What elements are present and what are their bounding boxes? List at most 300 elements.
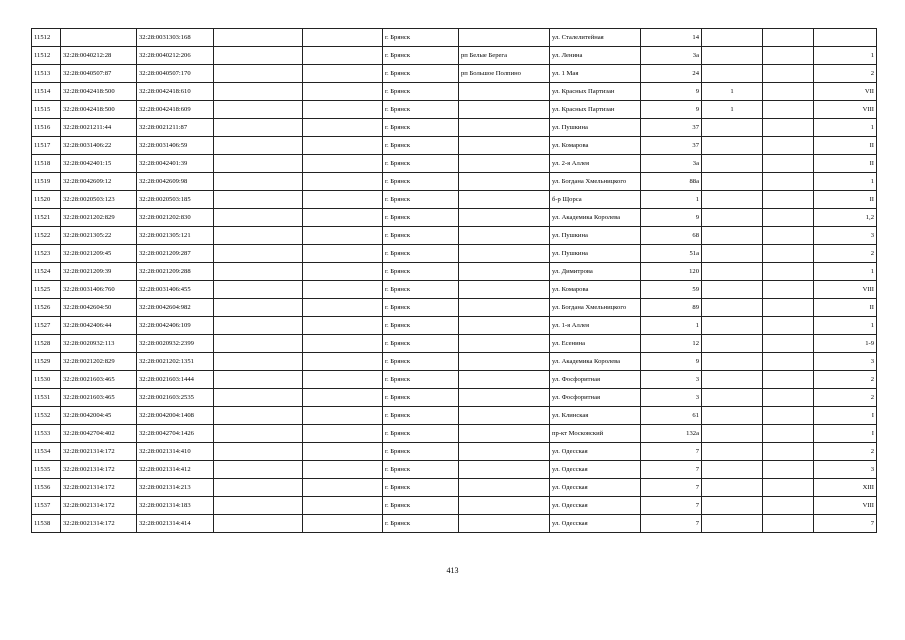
cell-building — [702, 245, 763, 263]
cell-street: ул. Красных Партизан — [550, 101, 641, 119]
cell-record-number: 11514 — [32, 83, 61, 101]
cell-house-number: 88а — [641, 173, 702, 191]
cell-premises: II — [814, 191, 877, 209]
cell-cadastral-number-land: 32:28:0021314:172 — [61, 515, 137, 533]
cell-cadastral-number-object: 32:28:0021209:287 — [137, 245, 214, 263]
cell-house-number: 89 — [641, 299, 702, 317]
cell-street: ул. Фосфоритная — [550, 389, 641, 407]
cell-record-number: 11534 — [32, 443, 61, 461]
cell-building — [702, 515, 763, 533]
cell-flat — [763, 83, 814, 101]
cell-city: г. Брянск — [383, 479, 459, 497]
cell-house-number: 3а — [641, 155, 702, 173]
cell-cadastral-number-object: 32:28:0040507:170 — [137, 65, 214, 83]
cell-house-number: 14 — [641, 29, 702, 47]
cell-city: г. Брянск — [383, 155, 459, 173]
cell-building — [702, 443, 763, 461]
cell-empty-col-4 — [214, 137, 303, 155]
table-row — [32, 119, 877, 137]
cell-building — [702, 191, 763, 209]
cell-premises: II — [814, 299, 877, 317]
table-row — [32, 479, 877, 497]
cell-premises: VIII — [814, 497, 877, 515]
cell-record-number: 11536 — [32, 479, 61, 497]
cell-cadastral-number-object: 32:28:0040212:206 — [137, 47, 214, 65]
cell-city: г. Брянск — [383, 245, 459, 263]
cell-premises: 1 — [814, 173, 877, 191]
cell-empty-col-4 — [214, 209, 303, 227]
table-row — [32, 497, 877, 515]
cell-premises: XIII — [814, 479, 877, 497]
cell-settlement — [459, 119, 550, 137]
cell-empty-col-4 — [214, 389, 303, 407]
cell-flat — [763, 119, 814, 137]
cell-empty-col-4 — [214, 83, 303, 101]
cell-empty-col-4 — [214, 155, 303, 173]
cell-city: г. Брянск — [383, 29, 459, 47]
cell-street: ул. Красных Партизан — [550, 83, 641, 101]
cell-empty-col-5 — [303, 119, 383, 137]
cell-city: г. Брянск — [383, 263, 459, 281]
cell-flat — [763, 335, 814, 353]
cell-record-number: 11530 — [32, 371, 61, 389]
cell-record-number: 11522 — [32, 227, 61, 245]
table-row — [32, 137, 877, 155]
cell-settlement: рп Белые Берега — [459, 47, 550, 65]
cell-record-number: 11532 — [32, 407, 61, 425]
cell-street: ул. Пушкина — [550, 245, 641, 263]
cell-cadastral-number-land: 32:28:0021314:172 — [61, 479, 137, 497]
cell-flat — [763, 47, 814, 65]
cell-house-number: 24 — [641, 65, 702, 83]
cell-building — [702, 173, 763, 191]
cell-empty-col-5 — [303, 389, 383, 407]
table-row — [32, 353, 877, 371]
table-row — [32, 191, 877, 209]
cell-house-number: 37 — [641, 119, 702, 137]
cell-empty-col-5 — [303, 263, 383, 281]
table-row — [32, 425, 877, 443]
cell-premises: II — [814, 155, 877, 173]
cell-empty-col-4 — [214, 425, 303, 443]
cell-empty-col-5 — [303, 425, 383, 443]
cell-cadastral-number-land: 32:28:0021209:45 — [61, 245, 137, 263]
cell-building — [702, 425, 763, 443]
cell-city: г. Брянск — [383, 389, 459, 407]
registry-table-body — [32, 29, 877, 533]
cell-house-number: 132а — [641, 425, 702, 443]
cell-city: г. Брянск — [383, 83, 459, 101]
cell-record-number: 11516 — [32, 119, 61, 137]
cell-building — [702, 371, 763, 389]
cell-premises — [814, 29, 877, 47]
cell-empty-col-5 — [303, 29, 383, 47]
cell-building — [702, 137, 763, 155]
cell-building — [702, 479, 763, 497]
cell-city: г. Брянск — [383, 515, 459, 533]
cell-flat — [763, 209, 814, 227]
cell-flat — [763, 425, 814, 443]
cell-empty-col-5 — [303, 101, 383, 119]
cell-city: г. Брянск — [383, 65, 459, 83]
cell-house-number: 1 — [641, 317, 702, 335]
cell-flat — [763, 443, 814, 461]
cell-settlement — [459, 479, 550, 497]
cell-premises: 3 — [814, 227, 877, 245]
cell-city: г. Брянск — [383, 101, 459, 119]
cell-flat — [763, 479, 814, 497]
cell-house-number: 3 — [641, 389, 702, 407]
cell-empty-col-5 — [303, 407, 383, 425]
cell-house-number: 7 — [641, 479, 702, 497]
cell-empty-col-4 — [214, 65, 303, 83]
cell-premises: 3 — [814, 461, 877, 479]
cell-settlement: рп Большое Полпино — [459, 65, 550, 83]
cell-street: ул. Академика Королева — [550, 353, 641, 371]
table-row — [32, 263, 877, 281]
cell-cadastral-number-land: 32:28:0040507:87 — [61, 65, 137, 83]
table-row — [32, 371, 877, 389]
cell-empty-col-4 — [214, 173, 303, 191]
cell-settlement — [459, 137, 550, 155]
cell-record-number: 11519 — [32, 173, 61, 191]
cell-city: г. Брянск — [383, 317, 459, 335]
cell-record-number: 11515 — [32, 101, 61, 119]
cell-settlement — [459, 407, 550, 425]
cell-cadastral-number-object: 32:28:0021305:121 — [137, 227, 214, 245]
table-row — [32, 335, 877, 353]
cell-empty-col-4 — [214, 335, 303, 353]
cell-city: г. Брянск — [383, 137, 459, 155]
cell-street: ул. Одесская — [550, 443, 641, 461]
cell-cadastral-number-object: 32:28:0031303:168 — [137, 29, 214, 47]
cell-cadastral-number-land: 32:28:0021211:44 — [61, 119, 137, 137]
cell-cadastral-number-land: 32:28:0031406:760 — [61, 281, 137, 299]
cell-cadastral-number-land: 32:28:0021603:465 — [61, 371, 137, 389]
cell-street: ул. 1 Мая — [550, 65, 641, 83]
cell-empty-col-4 — [214, 281, 303, 299]
cell-building — [702, 65, 763, 83]
cell-settlement — [459, 317, 550, 335]
cell-house-number: 37 — [641, 137, 702, 155]
cell-premises: 1,2 — [814, 209, 877, 227]
cell-record-number: 11520 — [32, 191, 61, 209]
cell-flat — [763, 497, 814, 515]
cell-cadastral-number-land: 32:28:0042418:500 — [61, 101, 137, 119]
cell-cadastral-number-land: 32:28:0021603:465 — [61, 389, 137, 407]
cell-city: г. Брянск — [383, 209, 459, 227]
cell-cadastral-number-land: 32:28:0021305:22 — [61, 227, 137, 245]
cell-premises: 2 — [814, 389, 877, 407]
cell-flat — [763, 407, 814, 425]
cell-street: ул. Одесская — [550, 479, 641, 497]
cell-empty-col-5 — [303, 299, 383, 317]
cell-empty-col-5 — [303, 443, 383, 461]
cell-street: ул. Одесская — [550, 515, 641, 533]
cell-empty-col-4 — [214, 299, 303, 317]
cell-empty-col-5 — [303, 209, 383, 227]
registry-table — [31, 28, 877, 533]
cell-record-number: 11512 — [32, 47, 61, 65]
cell-street: ул. Богдана Хмельницкого — [550, 299, 641, 317]
cell-street: ул. Богдана Хмельницкого — [550, 173, 641, 191]
table-row — [32, 317, 877, 335]
cell-house-number: 7 — [641, 461, 702, 479]
cell-cadastral-number-object: 32:28:0020932:2399 — [137, 335, 214, 353]
cell-cadastral-number-land: 32:28:0021314:172 — [61, 443, 137, 461]
cell-cadastral-number-object: 32:28:0042604:982 — [137, 299, 214, 317]
cell-empty-col-4 — [214, 119, 303, 137]
cell-cadastral-number-object: 32:28:0042401:39 — [137, 155, 214, 173]
cell-empty-col-4 — [214, 227, 303, 245]
cell-premises: 1 — [814, 317, 877, 335]
cell-house-number: 9 — [641, 209, 702, 227]
table-row — [32, 515, 877, 533]
cell-settlement — [459, 425, 550, 443]
cell-empty-col-4 — [214, 29, 303, 47]
cell-premises: VIII — [814, 281, 877, 299]
table-row — [32, 461, 877, 479]
cell-flat — [763, 281, 814, 299]
cell-house-number: 3а — [641, 47, 702, 65]
cell-empty-col-5 — [303, 479, 383, 497]
cell-house-number: 120 — [641, 263, 702, 281]
cell-city: г. Брянск — [383, 227, 459, 245]
cell-settlement — [459, 173, 550, 191]
cell-settlement — [459, 299, 550, 317]
cell-empty-col-5 — [303, 155, 383, 173]
cell-cadastral-number-land: 32:28:0042609:12 — [61, 173, 137, 191]
cell-building — [702, 407, 763, 425]
cell-building — [702, 353, 763, 371]
cell-cadastral-number-land: 32:28:0021202:829 — [61, 353, 137, 371]
cell-flat — [763, 263, 814, 281]
cell-city: г. Брянск — [383, 281, 459, 299]
cell-building: 1 — [702, 101, 763, 119]
table-row — [32, 299, 877, 317]
cell-street: ул. Сталелитейная — [550, 29, 641, 47]
cell-cadastral-number-land: 32:28:0020932:113 — [61, 335, 137, 353]
cell-flat — [763, 101, 814, 119]
cell-record-number: 11529 — [32, 353, 61, 371]
cell-premises: VII — [814, 83, 877, 101]
cell-empty-col-4 — [214, 101, 303, 119]
cell-settlement — [459, 281, 550, 299]
cell-settlement — [459, 335, 550, 353]
cell-cadastral-number-land: 32:28:0042418:500 — [61, 83, 137, 101]
cell-cadastral-number-land: 32:28:0031406:22 — [61, 137, 137, 155]
cell-building — [702, 335, 763, 353]
cell-empty-col-4 — [214, 353, 303, 371]
cell-city: г. Брянск — [383, 299, 459, 317]
cell-city: г. Брянск — [383, 371, 459, 389]
cell-cadastral-number-object: 32:28:0042609:98 — [137, 173, 214, 191]
cell-city: г. Брянск — [383, 335, 459, 353]
cell-house-number: 9 — [641, 353, 702, 371]
cell-street: ул. Одесская — [550, 461, 641, 479]
cell-premises: I — [814, 407, 877, 425]
cell-settlement — [459, 245, 550, 263]
cell-flat — [763, 461, 814, 479]
cell-cadastral-number-object: 32:28:0042004:1408 — [137, 407, 214, 425]
cell-record-number: 11533 — [32, 425, 61, 443]
cell-city: г. Брянск — [383, 119, 459, 137]
cell-house-number: 68 — [641, 227, 702, 245]
cell-empty-col-4 — [214, 407, 303, 425]
cell-cadastral-number-land — [61, 29, 137, 47]
cell-flat — [763, 371, 814, 389]
cell-settlement — [459, 515, 550, 533]
cell-flat — [763, 353, 814, 371]
cell-cadastral-number-land: 32:28:0021314:172 — [61, 497, 137, 515]
cell-building — [702, 389, 763, 407]
cell-record-number: 11521 — [32, 209, 61, 227]
cell-street: ул. Пушкина — [550, 227, 641, 245]
cell-record-number: 11531 — [32, 389, 61, 407]
cell-premises: 7 — [814, 515, 877, 533]
cell-settlement — [459, 353, 550, 371]
cell-house-number: 3 — [641, 371, 702, 389]
cell-empty-col-5 — [303, 47, 383, 65]
cell-empty-col-5 — [303, 245, 383, 263]
cell-house-number: 7 — [641, 443, 702, 461]
cell-premises: 1 — [814, 119, 877, 137]
table-row — [32, 47, 877, 65]
cell-cadastral-number-land: 32:28:0021209:39 — [61, 263, 137, 281]
cell-record-number: 11528 — [32, 335, 61, 353]
cell-settlement — [459, 191, 550, 209]
cell-record-number: 11537 — [32, 497, 61, 515]
cell-settlement — [459, 155, 550, 173]
cell-cadastral-number-land: 32:28:0021314:172 — [61, 461, 137, 479]
cell-cadastral-number-land: 32:28:0040212:28 — [61, 47, 137, 65]
cell-cadastral-number-object: 32:28:0021202:1351 — [137, 353, 214, 371]
cell-cadastral-number-object: 32:28:0042418:610 — [137, 83, 214, 101]
cell-street: ул. Одесская — [550, 497, 641, 515]
cell-cadastral-number-object: 32:28:0021314:213 — [137, 479, 214, 497]
cell-empty-col-5 — [303, 83, 383, 101]
cell-cadastral-number-object: 32:28:0021603:1444 — [137, 371, 214, 389]
table-row — [32, 83, 877, 101]
cell-cadastral-number-land: 32:28:0042401:15 — [61, 155, 137, 173]
cell-empty-col-5 — [303, 371, 383, 389]
cell-cadastral-number-land: 32:28:0042406:44 — [61, 317, 137, 335]
cell-building — [702, 29, 763, 47]
cell-empty-col-5 — [303, 281, 383, 299]
cell-cadastral-number-land: 32:28:0020503:123 — [61, 191, 137, 209]
cell-settlement — [459, 29, 550, 47]
cell-building — [702, 299, 763, 317]
cell-house-number: 1 — [641, 191, 702, 209]
cell-cadastral-number-object: 32:28:0021211:87 — [137, 119, 214, 137]
cell-record-number: 11535 — [32, 461, 61, 479]
cell-premises: 1 — [814, 263, 877, 281]
cell-flat — [763, 65, 814, 83]
cell-building — [702, 461, 763, 479]
cell-settlement — [459, 497, 550, 515]
cell-city: г. Брянск — [383, 443, 459, 461]
cell-cadastral-number-land: 32:28:0042704:402 — [61, 425, 137, 443]
table-row — [32, 281, 877, 299]
table-row — [32, 227, 877, 245]
cell-premises: 2 — [814, 65, 877, 83]
cell-record-number: 11525 — [32, 281, 61, 299]
cell-street: ул. Есенина — [550, 335, 641, 353]
cell-settlement — [459, 443, 550, 461]
cell-city: г. Брянск — [383, 407, 459, 425]
cell-empty-col-5 — [303, 335, 383, 353]
cell-city: г. Брянск — [383, 461, 459, 479]
cell-settlement — [459, 227, 550, 245]
table-row — [32, 29, 877, 47]
cell-empty-col-4 — [214, 263, 303, 281]
cell-record-number: 11538 — [32, 515, 61, 533]
cell-cadastral-number-object: 32:28:0021314:412 — [137, 461, 214, 479]
cell-empty-col-4 — [214, 245, 303, 263]
cell-settlement — [459, 209, 550, 227]
table-row — [32, 245, 877, 263]
table-row — [32, 155, 877, 173]
table-row — [32, 389, 877, 407]
cell-empty-col-4 — [214, 461, 303, 479]
cell-cadastral-number-land: 32:28:0042604:50 — [61, 299, 137, 317]
cell-cadastral-number-object: 32:28:0021202:830 — [137, 209, 214, 227]
cell-street: пр-кт Московский — [550, 425, 641, 443]
cell-empty-col-5 — [303, 353, 383, 371]
cell-flat — [763, 137, 814, 155]
cell-building — [702, 317, 763, 335]
cell-settlement — [459, 263, 550, 281]
cell-building — [702, 155, 763, 173]
cell-street: ул. Фосфоритная — [550, 371, 641, 389]
cell-flat — [763, 299, 814, 317]
cell-empty-col-5 — [303, 317, 383, 335]
cell-street: ул. Клинская — [550, 407, 641, 425]
cell-house-number: 9 — [641, 83, 702, 101]
cell-flat — [763, 389, 814, 407]
cell-building — [702, 497, 763, 515]
cell-street: б-р Щорса — [550, 191, 641, 209]
cell-street: ул. Комарова — [550, 281, 641, 299]
cell-cadastral-number-object: 32:28:0031406:455 — [137, 281, 214, 299]
cell-city: г. Брянск — [383, 497, 459, 515]
cell-empty-col-4 — [214, 317, 303, 335]
cell-cadastral-number-object: 32:28:0021603:2535 — [137, 389, 214, 407]
cell-house-number: 7 — [641, 515, 702, 533]
cell-empty-col-4 — [214, 371, 303, 389]
cell-empty-col-5 — [303, 191, 383, 209]
cell-city: г. Брянск — [383, 425, 459, 443]
cell-record-number: 11527 — [32, 317, 61, 335]
cell-empty-col-4 — [214, 443, 303, 461]
cell-empty-col-4 — [214, 479, 303, 497]
cell-city: г. Брянск — [383, 47, 459, 65]
cell-empty-col-5 — [303, 227, 383, 245]
cell-flat — [763, 515, 814, 533]
cell-building — [702, 119, 763, 137]
cell-settlement — [459, 389, 550, 407]
cell-empty-col-5 — [303, 515, 383, 533]
cell-settlement — [459, 83, 550, 101]
cell-record-number: 11523 — [32, 245, 61, 263]
cell-settlement — [459, 101, 550, 119]
cell-street: ул. Пушкина — [550, 119, 641, 137]
cell-cadastral-number-object: 32:28:0042418:609 — [137, 101, 214, 119]
cell-house-number: 61 — [641, 407, 702, 425]
cell-premises: 1 — [814, 47, 877, 65]
cell-building — [702, 281, 763, 299]
cell-empty-col-4 — [214, 515, 303, 533]
